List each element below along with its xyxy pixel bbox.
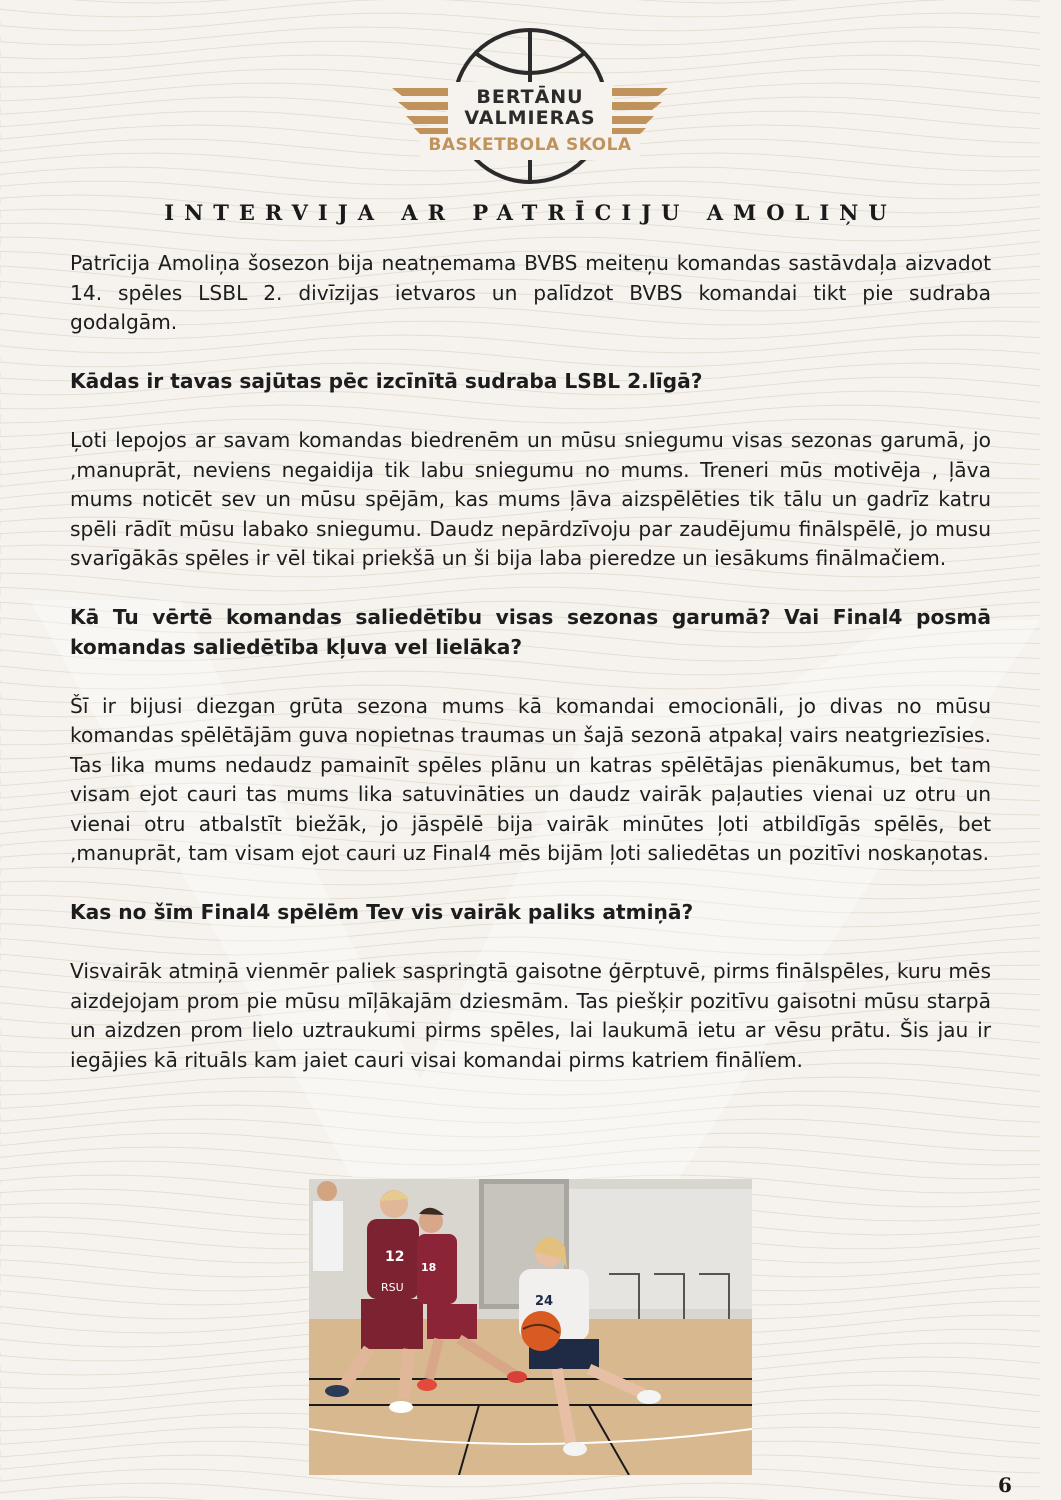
page-number: 6 <box>998 1473 1012 1497</box>
jersey-number-12: 12 <box>385 1249 405 1265</box>
question-3: Kas no šīm Final4 spēlēm Tev vis vairāk paliks atmiņā? <box>70 900 694 924</box>
logo-text-line1: BERTĀNU <box>476 86 584 108</box>
jersey-number-18: 18 <box>421 1261 437 1274</box>
article-body <box>70 249 991 1075</box>
logo-text-line2: VALMIERAS <box>464 107 596 129</box>
page-title: INTERVIJA AR PATRĪCIJU AMOLIŅU <box>164 200 897 225</box>
jersey-sponsor: RSU <box>381 1281 404 1294</box>
answer-1: Ļoti lepojos ar savam komandas biedrenēm un mūsu sniegumu visas sezonas garumā, jo ,manuprāt, neviens negaidija tik labu sniegumu no mums. Treneri mūs motivēja , ļāva mums noticēt sev un mūsu spējām, kas mums ļāva aizspēlēties tik tālu un gadrīz katru spēli rādīt mūsu labako sniegumu. Daudz nepārdzīvoju par zaudējumu finālspēlē, jo musu svarīgākās spēles ir vēl tikai priekšā un ši bija laba pieredze un iesākums finālmačiem. <box>70 428 991 570</box>
question-1: Kādas ir tavas sajūtas pēc izcīnītā sudraba LSBL 2.līgā? <box>70 369 703 393</box>
answer-3: Visvairāk atmiņā vienmēr paliek saspringtā gaisotne ģērptuvē, pirms finālspēles, kuru mēs aizdejojam prom pie mūsu mīļākajām dziesmām. Tas piešķir pozitīvu gaisotni mūsu starpā un aizdzen prom lielo uztraukumi pirms spēles, lai laukumā ietu ar vēsu prātu. Šis jau ir iegājies kā rituāls kam jaiet cauri visai komandai pirms katriem finālïem. <box>70 959 991 1072</box>
game-photo <box>309 1179 752 1475</box>
background-wave-line <box>0 0 1040 3</box>
question-2: Kā Tu vērtē komandas saliedētību visas sezonas garumā? Vai Final4 posmā komandas saliedētība kļuva vel lielāka? <box>70 605 991 659</box>
logo-text-line3: BASKETBOLA SKOLA <box>428 135 632 155</box>
answer-2: Šī ir bijusi diezgan grūta sezona mums kā komandai emocionāli, jo divas no mūsu komandas spēlētājām guva nopietnas traumas un šajā sezonā atpakaļ vairs neatgriezīsies. Tas lika mums nedaudz pamainīt spēles plānu un katras spēlētājas pienākumus, bet tam visam ejot cauri tas mums lika satuvināties un daudz vairāk paļauties vienai uz otru un vienai otru atbalstīt biežāk, jo jāspēlē bija vairāk minūtes ļoti atbildīgās spēlēs, bet ,manuprāt, tam visam ejot cauri uz Final4 mēs bijām ļoti saliedētas un pozitīvi noskaņotas. <box>70 693 991 865</box>
jersey-number-24: 24 <box>535 1294 554 1309</box>
intro-paragraph: Patrīcija Amoliņa šosezon bija neatņemama BVBS meiteņu komandas sastāvdaļa aizvadot 14. spēles LSBL 2. divīzijas ietvaros un palīdzot BVBS komandai tikt pie sudraba godalgām. <box>70 251 991 334</box>
